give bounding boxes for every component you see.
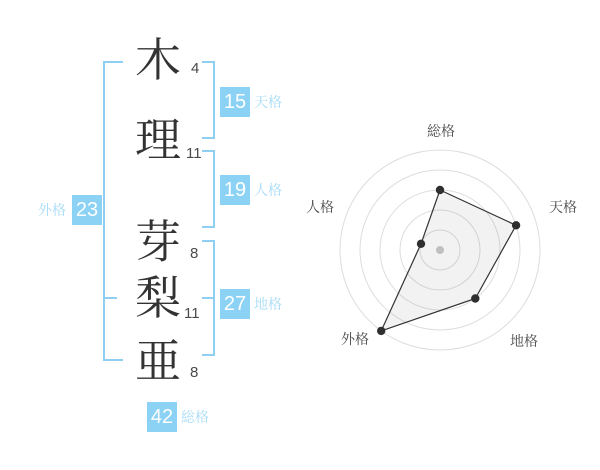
jinkaku-bracket-tick [202, 150, 215, 152]
tenkaku-bracket-tick [202, 61, 215, 63]
gaikaku-value-badge: 23 [72, 195, 102, 225]
stroke-count-5: 8 [190, 364, 199, 381]
radar-axis-label-gaikaku: 外格 [341, 332, 369, 348]
radar-axis-label-soukaku: 総格 [427, 124, 455, 140]
gaikaku-label: 外格 [38, 203, 66, 219]
name-char-1: 木 [135, 33, 181, 87]
stroke-count-1: 4 [191, 60, 200, 77]
radar-point [377, 327, 385, 335]
fortune-radar-chart [290, 100, 590, 400]
radar-point [417, 240, 425, 248]
tenkaku-label: 天格 [254, 95, 282, 111]
radar-point [512, 221, 520, 229]
chikaku-label: 地格 [254, 297, 282, 313]
radar-axis-label-jinkaku: 人格 [306, 200, 334, 216]
gaikaku-bracket-tick [103, 61, 123, 63]
stroke-count-3: 8 [190, 245, 199, 262]
stroke-count-2: 11 [186, 145, 202, 162]
name-char-3: 芽 [135, 215, 181, 269]
tenkaku-value-badge: 15 [220, 87, 250, 117]
tenkaku-bracket-line [213, 61, 215, 139]
radar-point [471, 294, 479, 302]
chikaku-bracket-tick [202, 354, 215, 356]
soukaku-label: 総格 [181, 410, 209, 426]
tenkaku-bracket-tick [202, 137, 215, 139]
stroke-count-4: 11 [184, 305, 200, 322]
name-char-5: 亜 [135, 334, 181, 388]
gaikaku-bracket-line [103, 61, 105, 361]
name-char-4: 梨 [135, 271, 181, 325]
radar-axis-label-chikaku: 地格 [510, 334, 538, 350]
name-char-2: 理 [135, 113, 181, 167]
jinkaku-value-badge: 19 [220, 175, 250, 205]
jinkaku-label: 人格 [254, 183, 282, 199]
soukaku-value-badge: 42 [147, 402, 177, 432]
jinkaku-bracket-tick [202, 226, 215, 228]
radar-axis-label-tenkaku: 天格 [549, 200, 577, 216]
jinkaku-bracket-line [213, 150, 215, 228]
chikaku-bracket-tick [202, 240, 215, 242]
radar-point [436, 186, 444, 194]
gaikaku-bracket-tick [103, 297, 117, 299]
chikaku-bracket-tick [202, 297, 215, 299]
gaikaku-bracket-tick [103, 359, 123, 361]
chikaku-value-badge: 27 [220, 289, 250, 319]
